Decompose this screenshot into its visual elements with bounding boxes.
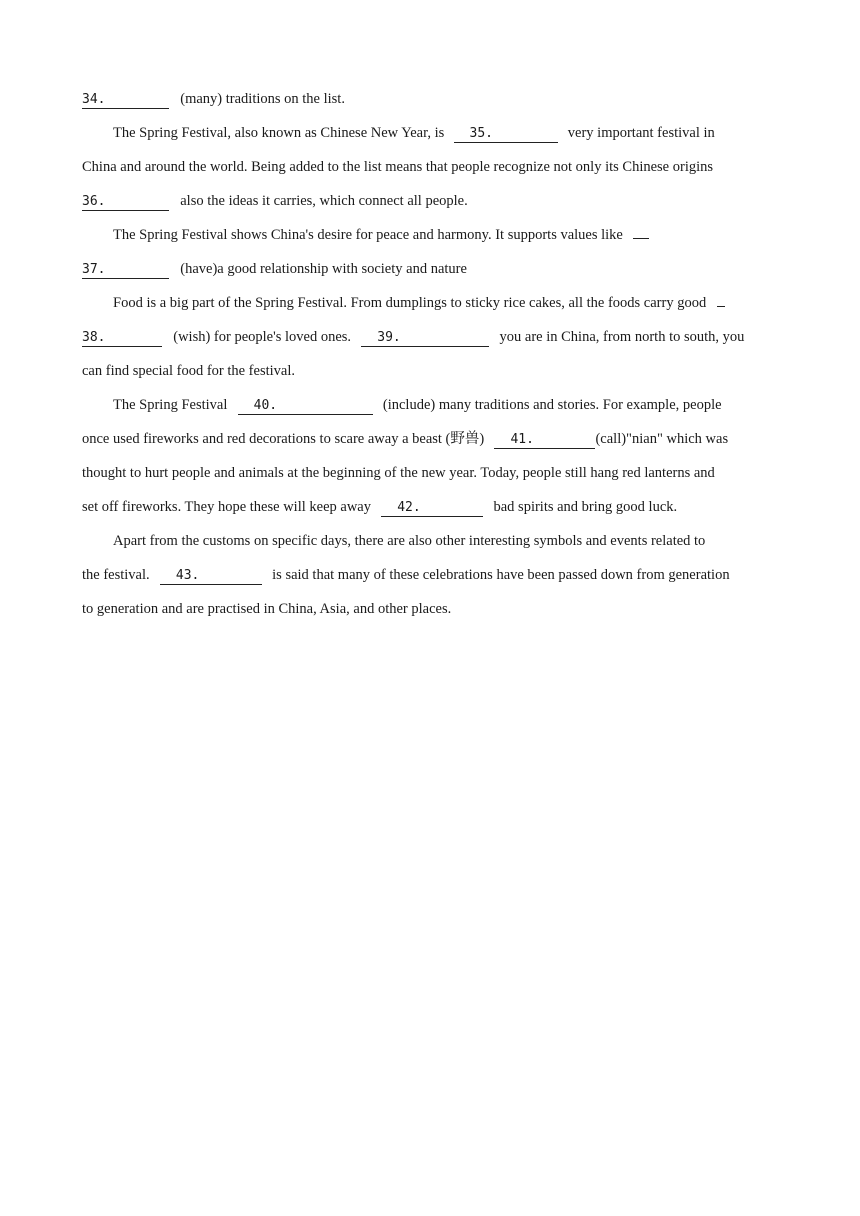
- line-5: [82, 218, 779, 252]
- text: once used fireworks and red decorations to scare away a beast (野兽): [82, 431, 485, 447]
- text: set off fireworks. They hope these will keep away: [82, 499, 371, 515]
- line-13: [82, 490, 779, 524]
- blank-40[interactable]: [238, 396, 373, 415]
- text: (include) many traditions and stories. For example, people: [382, 397, 722, 413]
- line-15: [82, 558, 779, 592]
- text: very important festival in: [567, 125, 715, 141]
- text: can find special food for the festival.: [82, 363, 295, 379]
- text: The Spring Festival, also known as Chinese New Year, is: [113, 125, 445, 141]
- blank-34[interactable]: [82, 90, 169, 109]
- blank-37-start[interactable]: [633, 220, 649, 239]
- blank-number: 40.: [253, 398, 278, 413]
- line-1: [82, 82, 779, 116]
- text: (have)a good relationship with society and nature: [180, 261, 467, 277]
- line-2: [82, 116, 779, 150]
- blank-39[interactable]: [361, 328, 489, 347]
- line-12: [82, 456, 779, 490]
- blank-number: 39.: [377, 330, 401, 345]
- text: thought to hurt people and animals at the beginning of the new year. Today, people still hang red lanterns and: [82, 465, 715, 481]
- text: (many) traditions on the list.: [180, 91, 345, 107]
- text: Food is a big part of the Spring Festival. From dumplings to sticky rice cakes, all the foods carry good: [113, 295, 707, 311]
- text: The Spring Festival: [113, 397, 228, 413]
- text: you are in China, from north to south, you: [499, 329, 745, 345]
- text: The Spring Festival shows China's desire for peace and harmony. It supports values like: [113, 227, 623, 243]
- text: to generation and are practised in China, Asia, and other places.: [82, 601, 452, 617]
- blank-number: 34.: [82, 92, 106, 107]
- line-10: [82, 388, 779, 422]
- line-14: [82, 524, 779, 558]
- text: Apart from the customs on specific days, there are also other interesting symbols and events related to: [113, 533, 706, 549]
- blank-37[interactable]: [82, 260, 169, 279]
- line-16: [82, 592, 779, 626]
- blank-42[interactable]: [381, 498, 483, 517]
- line-8: [82, 320, 779, 354]
- line-6: [82, 252, 779, 286]
- blank-number: 35.: [469, 126, 494, 141]
- text: is said that many of these celebrations have been passed down from generation: [272, 567, 730, 583]
- line-11: [82, 422, 779, 456]
- blank-38-start[interactable]: [717, 288, 725, 307]
- text: China and around the world. Being added to the list means that people recognize not only its Chinese origins: [82, 159, 714, 175]
- blank-43[interactable]: [160, 566, 262, 585]
- blank-number: 41.: [510, 432, 534, 447]
- blank-38[interactable]: [82, 328, 162, 347]
- text: (wish) for people's loved ones.: [173, 329, 352, 345]
- blank-number: 37.: [82, 262, 106, 277]
- blank-number: 36.: [82, 194, 106, 209]
- blank-36[interactable]: [82, 192, 169, 211]
- line-9: [82, 354, 779, 388]
- blank-number: 42.: [397, 500, 421, 515]
- line-7: [82, 286, 779, 320]
- blank-number: 43.: [175, 568, 200, 583]
- blank-35[interactable]: [454, 124, 558, 143]
- blank-41[interactable]: [494, 430, 595, 449]
- text: also the ideas it carries, which connect all people.: [180, 193, 468, 209]
- document-page: [82, 82, 779, 626]
- text: bad spirits and bring good luck.: [493, 499, 678, 515]
- blank-number: 38.: [82, 330, 106, 345]
- text: the festival.: [82, 567, 150, 583]
- line-4: [82, 184, 779, 218]
- text: (call)"nian" which was: [595, 431, 729, 447]
- line-3: [82, 150, 779, 184]
